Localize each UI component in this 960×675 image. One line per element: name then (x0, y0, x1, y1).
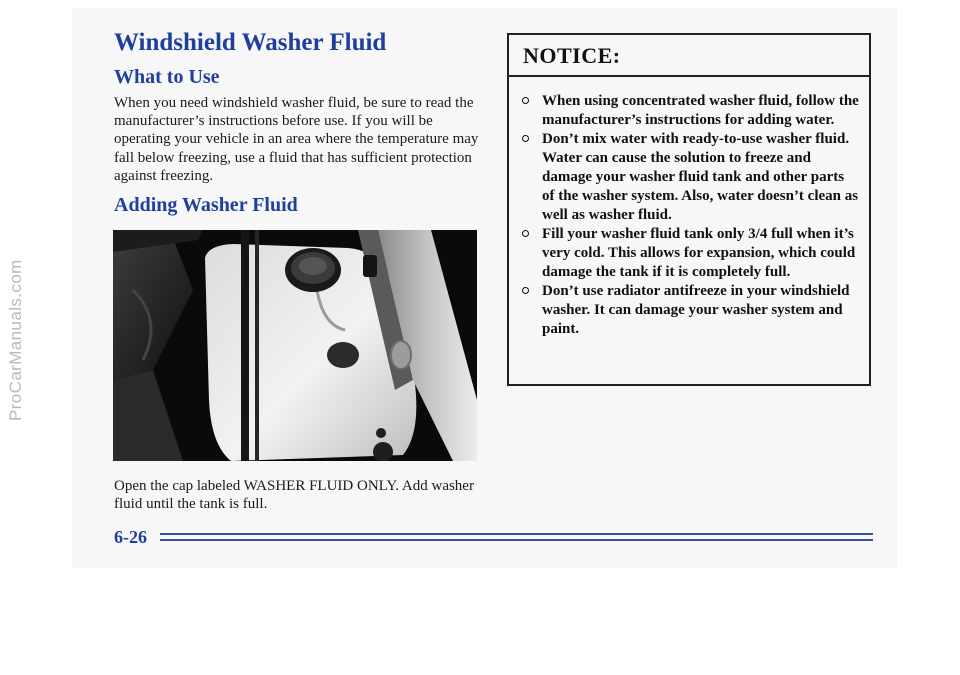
notice-item (519, 92, 859, 130)
notice-item-text: When using concentrated washer fluid, follow the manufacturer’s instructions for adding water. (542, 93, 859, 128)
bullet-icon (522, 135, 529, 142)
notice-item (519, 130, 859, 225)
notice-list (519, 92, 859, 339)
what-to-use-heading: What to Use (114, 66, 220, 88)
notice-item-text: Don’t use radiator antifreeze in your windshield washer. It can damage your washer system and paint. (542, 283, 850, 337)
notice-item-text: Don’t mix water with ready-to-use washer fluid. Water can cause the solution to freeze and damage your washer fluid tank and other parts of the washer system. Also, water doesn’t clean as well as washer fluid. (542, 131, 859, 223)
bullet-icon (522, 230, 529, 237)
what-to-use-paragraph: When you need windshield washer fluid, be sure to read the manufacturer’s instructions before use. If you will be operating your vehicle in an area where the temperature may fall below freezing, use a fluid that has sufficient protection against freezing. (114, 95, 479, 184)
footer-rule-bottom (160, 539, 873, 541)
side-watermark: ProCarManuals.com (6, 259, 25, 421)
washer-reservoir-photo (113, 230, 477, 461)
page-number: 6-26 (114, 527, 147, 547)
notice-item (519, 225, 859, 282)
notice-title: NOTICE: (509, 35, 869, 77)
notice-item-text: Fill your washer fluid tank only 3/4 full when it’s very cold. This allows for expansion, which could damage the tank if it is completely full. (542, 226, 856, 280)
page-title: Windshield Washer Fluid (114, 29, 387, 56)
bullet-icon (522, 97, 529, 104)
notice-item (519, 282, 859, 339)
photo-caption: Open the cap labeled WASHER FLUID ONLY. Add washer fluid until the tank is full. (114, 478, 474, 513)
adding-washer-fluid-heading: Adding Washer Fluid (114, 194, 298, 216)
footer-rule-top (160, 533, 873, 535)
notice-box (507, 33, 871, 386)
bullet-icon (522, 287, 529, 294)
